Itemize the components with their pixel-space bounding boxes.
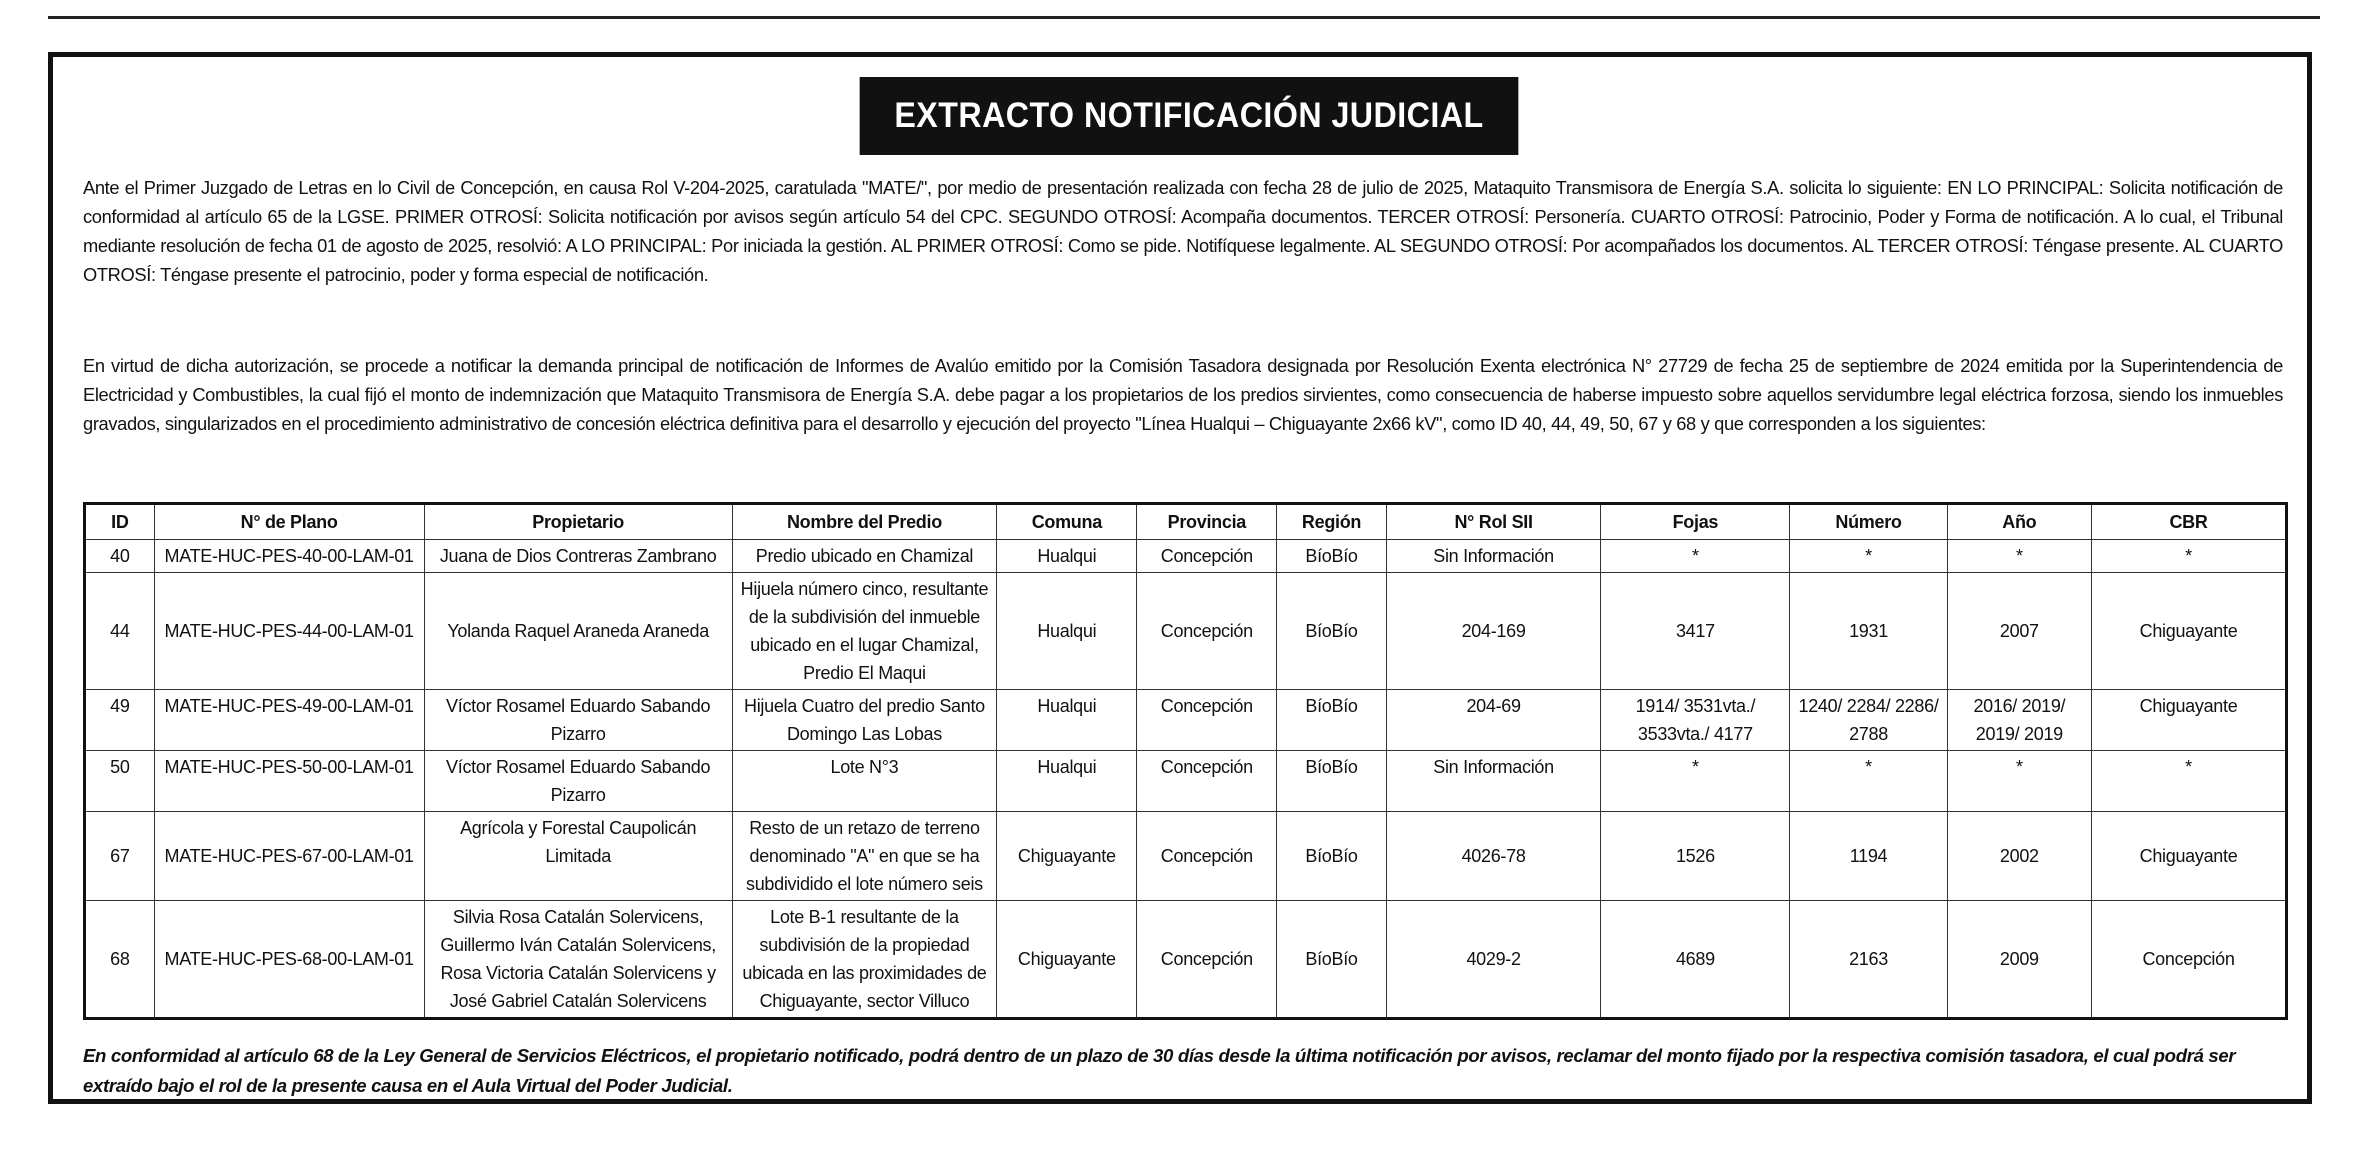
cell-comuna: Hualqui (997, 751, 1137, 812)
table-header-row (85, 504, 2287, 540)
header-propietario: Propietario (424, 504, 732, 540)
cell-plano: MATE-HUC-PES-44-00-LAM-01 (154, 573, 424, 690)
notice-frame (48, 52, 2312, 1104)
cell-fojas: 1914/ 3531vta./ 3533vta./ 4177 (1601, 690, 1790, 751)
cell-plano: MATE-HUC-PES-68-00-LAM-01 (154, 901, 424, 1019)
authorization-paragraph: En virtud de dicha autorización, se procede a notificar la demanda principal de notificación de Informes de Avalúo emitido por la Comisión Tasadora designada por Resolución Exenta electrónica N° 27729 de fecha 25 de septiembre de 2024 emitida por la Superintendencia de Electricidad y Combustibles, la cual fijó el monto de indemnización que Mataquito Transmisora de Energía S.A. debe pagar a los propietarios de los predios sirvientes, como consecuencia de haberse impuesto sobre aquellos servidumbre legal eléctrica forzosa, siendo los inmuebles gravados, singularizados en el procedimiento administrativo de concesión eléctrica definitiva para el desarrollo y ejecución del proyecto "Línea Hualqui – Chiguayante 2x66 kV", como ID 40, 44, 49, 50, 67 y 68 y que corresponden a los siguientes: (83, 355, 2283, 434)
cell-propietario: Juana de Dios Contreras Zambrano (424, 540, 732, 573)
cell-propietario: Agrícola y Forestal Caupolicán Limitada (424, 812, 732, 901)
table-row (85, 573, 2287, 690)
header-id: ID (85, 504, 155, 540)
cell-provincia: Concepción (1137, 573, 1277, 690)
cell-predio: Lote N°3 (732, 751, 996, 812)
table-row (85, 540, 2287, 573)
table-row (85, 901, 2287, 1019)
cell-provincia: Concepción (1137, 901, 1277, 1019)
cell-numero: 2163 (1790, 901, 1947, 1019)
cell-rol: 204-69 (1386, 690, 1601, 751)
cell-region: BíoBío (1277, 573, 1387, 690)
header-predio: Nombre del Predio (732, 504, 996, 540)
cell-provincia: Concepción (1137, 812, 1277, 901)
header-rol: N° Rol SII (1386, 504, 1601, 540)
cell-cbr: * (2092, 540, 2287, 573)
cell-predio: Hijuela Cuatro del predio Santo Domingo Las Lobas (732, 690, 996, 751)
table-row (85, 812, 2287, 901)
cell-predio: Resto de un retazo de terreno denominado "A" en que se ha subdividido el lote número seis (732, 812, 996, 901)
cell-id: 49 (85, 690, 155, 751)
cell-fojas: * (1601, 540, 1790, 573)
header-plano: N° de Plano (154, 504, 424, 540)
cell-cbr: Chiguayante (2092, 812, 2287, 901)
header-anio: Año (1947, 504, 2091, 540)
cell-rol: 204-169 (1386, 573, 1601, 690)
cell-region: BíoBío (1277, 901, 1387, 1019)
top-divider (48, 16, 2320, 19)
cell-comuna: Hualqui (997, 690, 1137, 751)
table-row (85, 690, 2287, 751)
cell-predio: Hijuela número cinco, resultante de la subdivisión del inmueble ubicado en el lugar Chamizal, Predio El Maqui (732, 573, 996, 690)
header-fojas: Fojas (1601, 504, 1790, 540)
cell-id: 44 (85, 573, 155, 690)
cell-rol: Sin Información (1386, 540, 1601, 573)
cell-region: BíoBío (1277, 540, 1387, 573)
cell-comuna: Hualqui (997, 573, 1137, 690)
cell-id: 40 (85, 540, 155, 573)
cell-plano: MATE-HUC-PES-50-00-LAM-01 (154, 751, 424, 812)
cell-predio: Predio ubicado en Chamizal (732, 540, 996, 573)
cell-numero: 1240/ 2284/ 2286/ 2788 (1790, 690, 1947, 751)
cell-region: BíoBío (1277, 751, 1387, 812)
cell-comuna: Chiguayante (997, 812, 1137, 901)
cell-plano: MATE-HUC-PES-67-00-LAM-01 (154, 812, 424, 901)
header-numero: Número (1790, 504, 1947, 540)
legal-footnote: En conformidad al artículo 68 de la Ley General de Servicios Eléctricos, el propietario notificado, podrá dentro de un plazo de 30 días desde la última notificación por avisos, reclamar del monto fijado por la respectiva comisión tasadora, el cual podrá ser extraído bajo el rol de la presente causa en el Aula Virtual del Poder Judicial. (83, 1045, 2236, 1096)
cell-region: BíoBío (1277, 812, 1387, 901)
properties-table (83, 502, 2288, 1020)
cell-anio: 2007 (1947, 573, 2091, 690)
cell-plano: MATE-HUC-PES-49-00-LAM-01 (154, 690, 424, 751)
cell-fojas: 4689 (1601, 901, 1790, 1019)
cell-propietario: Víctor Rosamel Eduardo Sabando Pizarro (424, 690, 732, 751)
cell-anio: 2009 (1947, 901, 2091, 1019)
cell-propietario: Víctor Rosamel Eduardo Sabando Pizarro (424, 751, 732, 812)
cell-id: 68 (85, 901, 155, 1019)
cell-cbr: Chiguayante (2092, 573, 2287, 690)
cell-comuna: Chiguayante (997, 901, 1137, 1019)
cell-rol: 4026-78 (1386, 812, 1601, 901)
header-comuna: Comuna (997, 504, 1137, 540)
cell-numero: 1931 (1790, 573, 1947, 690)
table-row (85, 751, 2287, 812)
cell-anio: * (1947, 540, 2091, 573)
cell-region: BíoBío (1277, 690, 1387, 751)
cell-id: 67 (85, 812, 155, 901)
cell-predio: Lote B-1 resultante de la subdivisión de la propiedad ubicada en las proximidades de Chiguayante, sector Villuco (732, 901, 996, 1019)
cell-cbr: Chiguayante (2092, 690, 2287, 751)
header-region: Región (1277, 504, 1387, 540)
cell-rol: 4029-2 (1386, 901, 1601, 1019)
header-provincia: Provincia (1137, 504, 1277, 540)
cell-propietario: Yolanda Raquel Araneda Araneda (424, 573, 732, 690)
cell-plano: MATE-HUC-PES-40-00-LAM-01 (154, 540, 424, 573)
header-cbr: CBR (2092, 504, 2287, 540)
cell-provincia: Concepción (1137, 540, 1277, 573)
cell-comuna: Hualqui (997, 540, 1137, 573)
cell-cbr: Concepción (2092, 901, 2287, 1019)
cell-provincia: Concepción (1137, 751, 1277, 812)
cell-anio: * (1947, 751, 2091, 812)
cell-numero: * (1790, 751, 1947, 812)
cell-numero: * (1790, 540, 1947, 573)
cell-anio: 2002 (1947, 812, 2091, 901)
cell-cbr: * (2092, 751, 2287, 812)
cell-anio: 2016/ 2019/ 2019/ 2019 (1947, 690, 2091, 751)
cell-fojas: * (1601, 751, 1790, 812)
cell-rol: Sin Información (1386, 751, 1601, 812)
cell-id: 50 (85, 751, 155, 812)
notice-title: EXTRACTO NOTIFICACIÓN JUDICIAL (860, 77, 1519, 155)
cell-propietario: Silvia Rosa Catalán Solervicens, Guillermo Iván Catalán Solervicens, Rosa Victoria Catalán Solervicens y José Gabriel Catalán Solervicens (424, 901, 732, 1019)
cell-numero: 1194 (1790, 812, 1947, 901)
cell-provincia: Concepción (1137, 690, 1277, 751)
intro-paragraph: Ante el Primer Juzgado de Letras en lo Civil de Concepción, en causa Rol V-204-2025, caratulada "MATE/", por medio de presentación realizada con fecha 28 de julio de 2025, Mataquito Transmisora de Energía S.A. solicita lo siguiente: EN LO PRINCIPAL: Solicita notificación de conformidad al artículo 65 de la LGSE. PRIMER OTROSÍ: Solicita notificación por avisos según artículo 54 del CPC. SEGUNDO OTROSÍ: Acompaña documentos. TERCER OTROSÍ: Personería. CUARTO OTROSÍ: Patrocinio, Poder y Forma de notificación. A lo cual, el Tribunal mediante resolución de fecha 01 de agosto de 2025, resolvió: A LO PRINCIPAL: Por iniciada la gestión. AL PRIMER OTROSÍ: Como se pide. Notifíquese legalmente. AL SEGUNDO OTROSÍ: Por acompañados los documentos. AL TERCER OTROSÍ: Téngase presente. AL CUARTO OTROSÍ: Téngase presente el patrocinio, poder y forma especial de notificación. (83, 177, 2283, 285)
cell-fojas: 1526 (1601, 812, 1790, 901)
cell-fojas: 3417 (1601, 573, 1790, 690)
